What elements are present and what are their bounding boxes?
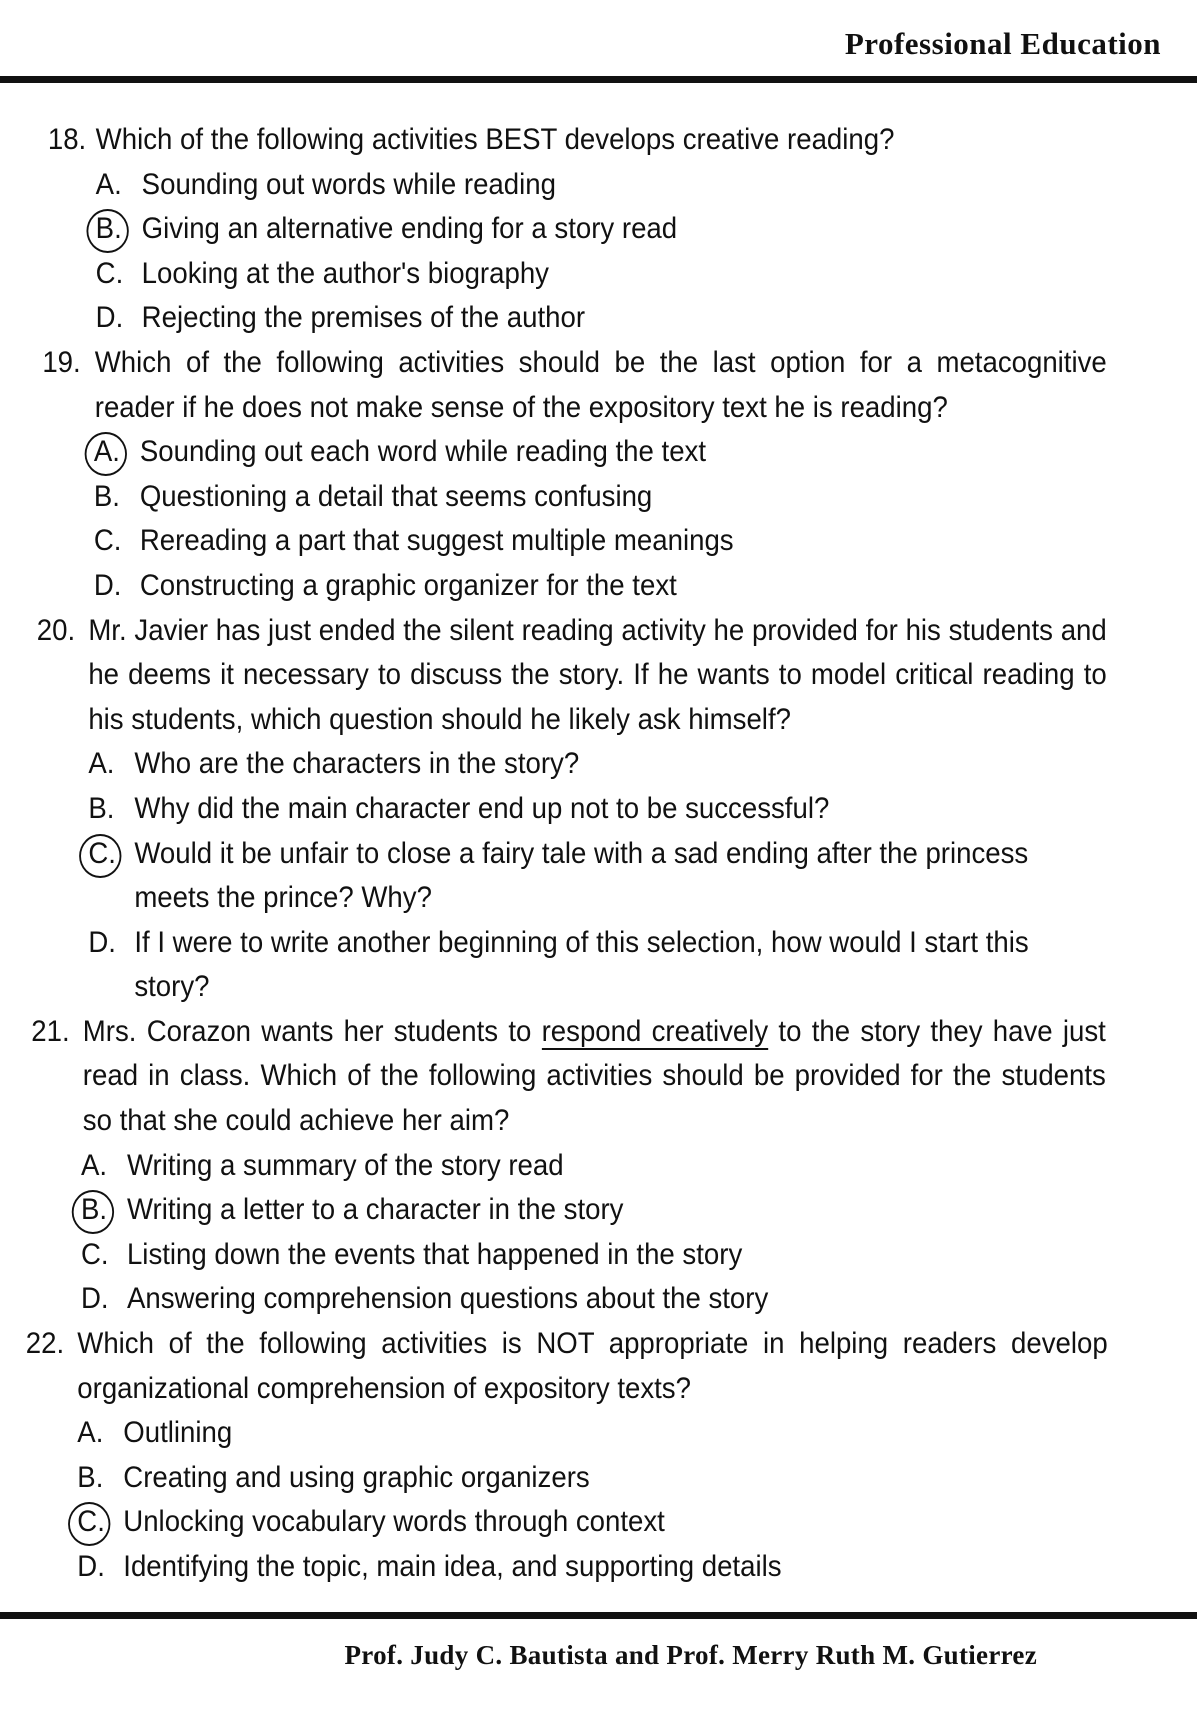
page-header-title: Professional Education [844, 26, 1161, 61]
circled-answer-mark: C. [77, 1500, 123, 1545]
option-text: Looking at the author's biography [141, 256, 549, 290]
option-letter: C. [93, 524, 122, 558]
option-letter: A. [77, 1416, 104, 1450]
question-number: 21. [31, 1014, 70, 1048]
option-20-c [88, 832, 1101, 921]
option-letter: B. [93, 479, 120, 513]
option-20-b [88, 787, 1101, 832]
option-21-c [81, 1233, 1101, 1278]
question-number: 20. [36, 613, 76, 647]
option-18-d [96, 296, 1102, 341]
option-text: Would it be unfair to close a fairy tale with a sad ending after the princess meets the prince? Why? [134, 836, 1029, 915]
option-text: Unlocking vocabulary words through context [123, 1505, 665, 1539]
circled-answer-mark: B. [81, 1188, 127, 1233]
question-text: Which of the following activities should be the last option for a metacognitive reader if he does not make sense of the expository text he is reading? [94, 345, 1107, 424]
option-letter: A. [80, 1148, 108, 1182]
option-text: Who are the characters in the story? [134, 747, 580, 781]
option-letter: D. [77, 1550, 105, 1583]
option-20-a [88, 742, 1101, 787]
option-text: Listing down the events that happened in the story [126, 1237, 743, 1271]
option-20-d [88, 921, 1101, 1010]
option-text: Writing a letter to a character in the story [126, 1193, 624, 1227]
option-text: Questioning a detail that seems confusing [139, 479, 653, 513]
option-letter: D. [80, 1282, 109, 1316]
question-text: Mr. Javier has just ended the silent reading activity he provided for his students and he deems it necessary to discuss the story. If he wants to model critical reading to his students, which question should he likely ask himself? [88, 613, 1107, 736]
option-21-d [81, 1277, 1101, 1322]
option-letter: D. [88, 925, 116, 959]
option-21-a [81, 1144, 1101, 1189]
option-text: Outlining [123, 1416, 233, 1450]
question-20 [36, 609, 1107, 743]
option-19-a [94, 430, 1101, 475]
option-21-b [81, 1188, 1101, 1233]
option-22-c [77, 1500, 1101, 1545]
circled-answer-mark: C. [88, 832, 134, 921]
option-letter: A. [88, 747, 115, 781]
question-number: 19. [42, 345, 81, 379]
header-rule [0, 76, 1197, 83]
option-letter: B. [77, 1460, 104, 1494]
option-text: Creating and using graphic organizers [123, 1460, 590, 1494]
question-21 [31, 1010, 1106, 1144]
question-text: Which of the following activities is NOT appropriate in helping readers develop organizational comprehension of expository texts? [77, 1327, 1108, 1405]
option-19-c [94, 519, 1101, 564]
question-number: 18. [47, 123, 87, 156]
option-text: Sounding out words while reading [141, 167, 556, 201]
question-number: 22. [25, 1327, 65, 1361]
question-18 [48, 118, 1101, 163]
option-22-a [77, 1411, 1101, 1456]
option-text: Rejecting the premises of the author [141, 301, 586, 335]
option-letter: A. [95, 167, 122, 201]
option-22-b [77, 1456, 1101, 1501]
option-18-a [96, 163, 1102, 208]
question-text-end: to the story they have just read in class. Which of the following activities should be provided for the students so that she could achieve her aim? [82, 1014, 1106, 1138]
question-22 [25, 1322, 1108, 1411]
option-18-c [96, 252, 1102, 297]
option-19-b [94, 475, 1101, 520]
option-text: Identifying the topic, main idea, and supporting details [123, 1550, 782, 1583]
option-text: Answering comprehension questions about the story [126, 1282, 769, 1316]
option-letter: C. [95, 256, 124, 290]
option-22-d [77, 1545, 1101, 1590]
option-text: Constructing a graphic organizer for the text [139, 568, 677, 602]
footer-rule [0, 1612, 1197, 1619]
option-19-d [94, 564, 1101, 609]
option-text: If I were to write another beginning of this selection, how would I start this story? [134, 925, 1029, 1004]
question-text: Which of the following activities BEST develops creative reading? [95, 123, 895, 156]
option-letter: B. [88, 791, 115, 825]
question-19 [42, 341, 1107, 430]
option-letter: D. [95, 301, 124, 335]
question-text-start: Mrs. Corazon wants her students to [82, 1014, 542, 1048]
circled-answer-mark: A. [94, 430, 140, 475]
option-text: Giving an alternative ending for a story read [141, 212, 678, 246]
option-letter: C. [80, 1237, 109, 1271]
footer-authors: Prof. Judy C. Bautista and Prof. Merry Ruth M. Gutierrez [344, 1640, 1037, 1670]
option-text: Sounding out each word while reading the text [139, 435, 707, 469]
option-text: Rereading a part that suggest multiple meanings [139, 524, 734, 558]
option-letter: D. [93, 568, 122, 602]
underlined-phrase: respond creatively [541, 1014, 769, 1048]
question-text [83, 1010, 1106, 1144]
question-list [0, 118, 1108, 1590]
option-text: Writing a summary of the story read [126, 1148, 564, 1182]
option-text: Why did the main character end up not to be successful? [134, 791, 830, 825]
option-18-b [96, 207, 1102, 252]
circled-answer-mark: B. [96, 207, 142, 252]
